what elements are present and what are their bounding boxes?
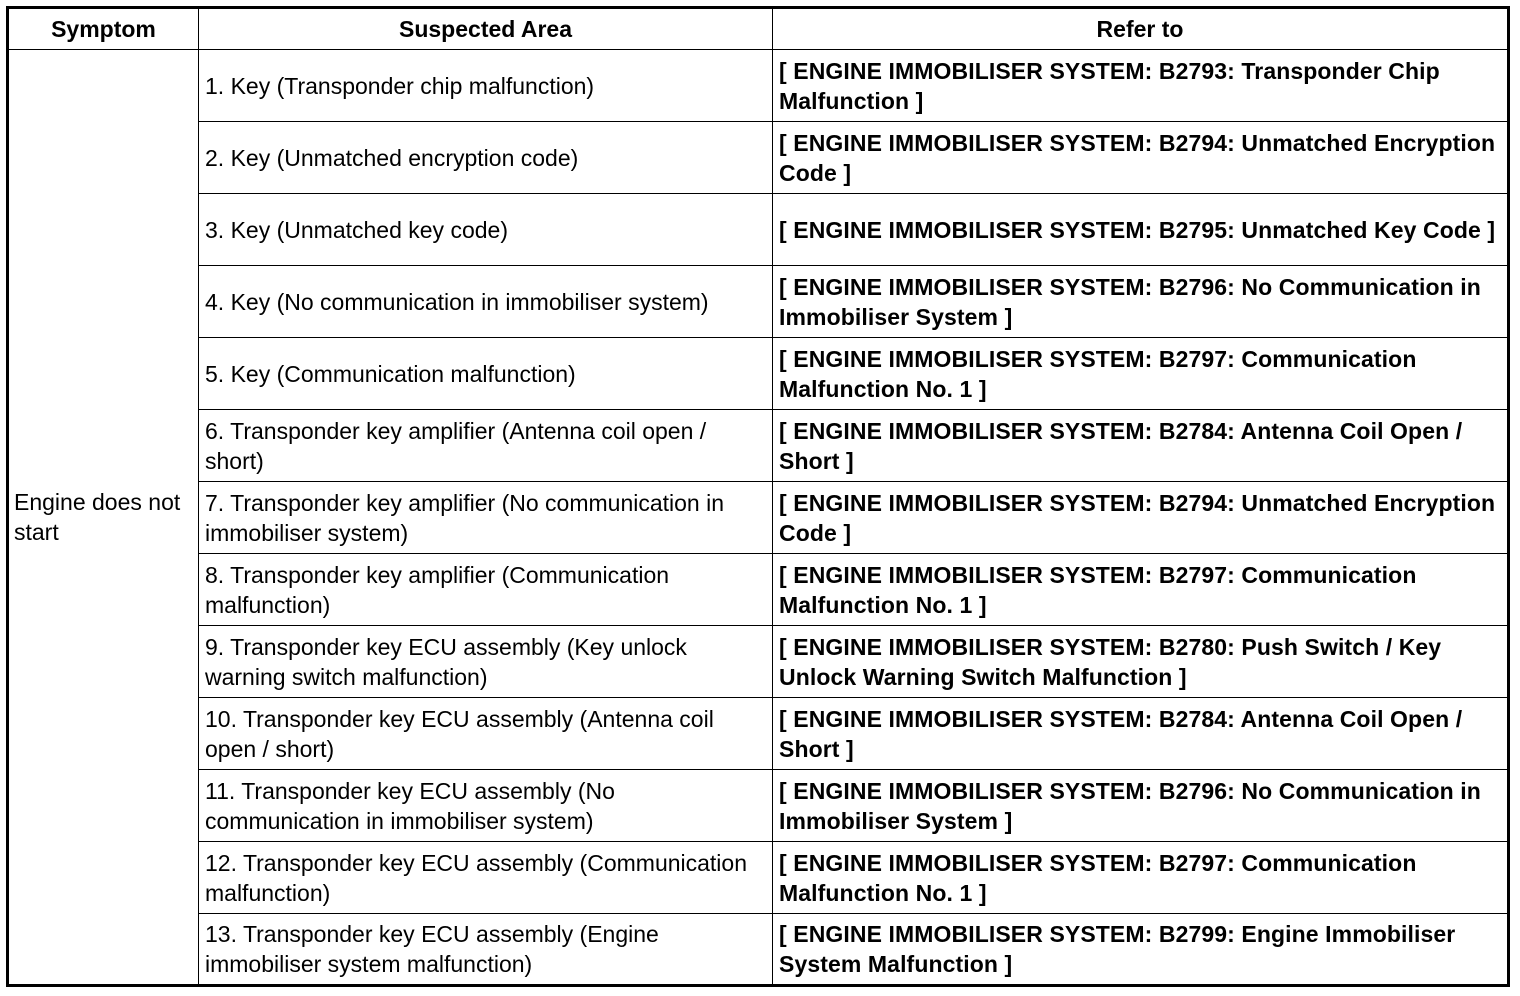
refer-to-link[interactable]: [ ENGINE IMMOBILISER SYSTEM: B2793: Transponder Chip Malfunction ] bbox=[773, 50, 1509, 122]
suspected-area-cell: 8. Transponder key amplifier (Communication malfunction) bbox=[199, 554, 773, 626]
suspected-area-cell: 7. Transponder key amplifier (No communication in immobiliser system) bbox=[199, 482, 773, 554]
table-row bbox=[8, 554, 1509, 626]
refer-to-link[interactable]: [ ENGINE IMMOBILISER SYSTEM: B2794: Unmatched Encryption Code ] bbox=[773, 482, 1509, 554]
suspected-area-cell: 2. Key (Unmatched encryption code) bbox=[199, 122, 773, 194]
refer-to-link[interactable]: [ ENGINE IMMOBILISER SYSTEM: B2797: Communication Malfunction No. 1 ] bbox=[773, 842, 1509, 914]
table-row bbox=[8, 698, 1509, 770]
refer-to-link[interactable]: [ ENGINE IMMOBILISER SYSTEM: B2784: Antenna Coil Open / Short ] bbox=[773, 698, 1509, 770]
suspected-area-cell: 3. Key (Unmatched key code) bbox=[199, 194, 773, 266]
table-body bbox=[8, 50, 1509, 986]
table-row bbox=[8, 50, 1509, 122]
refer-to-link[interactable]: [ ENGINE IMMOBILISER SYSTEM: B2795: Unmatched Key Code ] bbox=[773, 194, 1509, 266]
suspected-area-cell: 6. Transponder key amplifier (Antenna coil open / short) bbox=[199, 410, 773, 482]
header-symptom: Symptom bbox=[8, 8, 199, 50]
suspected-area-cell: 4. Key (No communication in immobiliser system) bbox=[199, 266, 773, 338]
refer-to-link[interactable]: [ ENGINE IMMOBILISER SYSTEM: B2784: Antenna Coil Open / Short ] bbox=[773, 410, 1509, 482]
table-row bbox=[8, 842, 1509, 914]
table-row bbox=[8, 482, 1509, 554]
header-row bbox=[8, 8, 1509, 50]
suspected-area-cell: 10. Transponder key ECU assembly (Antenna coil open / short) bbox=[199, 698, 773, 770]
table-row bbox=[8, 914, 1509, 986]
suspected-area-cell: 11. Transponder key ECU assembly (No communication in immobiliser system) bbox=[199, 770, 773, 842]
table-row bbox=[8, 770, 1509, 842]
suspected-area-cell: 5. Key (Communication malfunction) bbox=[199, 338, 773, 410]
symptom-cell: Engine does not start bbox=[8, 50, 199, 986]
symptom-table bbox=[6, 6, 1510, 987]
refer-to-link[interactable]: [ ENGINE IMMOBILISER SYSTEM: B2794: Unmatched Encryption Code ] bbox=[773, 122, 1509, 194]
table-row bbox=[8, 338, 1509, 410]
suspected-area-cell: 1. Key (Transponder chip malfunction) bbox=[199, 50, 773, 122]
table-row bbox=[8, 266, 1509, 338]
suspected-area-cell: 13. Transponder key ECU assembly (Engine immobiliser system malfunction) bbox=[199, 914, 773, 986]
table-row bbox=[8, 194, 1509, 266]
suspected-area-cell: 12. Transponder key ECU assembly (Communication malfunction) bbox=[199, 842, 773, 914]
table-header bbox=[8, 8, 1509, 50]
symptom-table-container bbox=[6, 6, 1510, 987]
refer-to-link[interactable]: [ ENGINE IMMOBILISER SYSTEM: B2796: No Communication in Immobiliser System ] bbox=[773, 770, 1509, 842]
table-row bbox=[8, 626, 1509, 698]
suspected-area-cell: 9. Transponder key ECU assembly (Key unlock warning switch malfunction) bbox=[199, 626, 773, 698]
header-suspected-area: Suspected Area bbox=[199, 8, 773, 50]
refer-to-link[interactable]: [ ENGINE IMMOBILISER SYSTEM: B2797: Communication Malfunction No. 1 ] bbox=[773, 554, 1509, 626]
refer-to-link[interactable]: [ ENGINE IMMOBILISER SYSTEM: B2799: Engine Immobiliser System Malfunction ] bbox=[773, 914, 1509, 986]
table-row bbox=[8, 122, 1509, 194]
refer-to-link[interactable]: [ ENGINE IMMOBILISER SYSTEM: B2780: Push Switch / Key Unlock Warning Switch Malfunction ] bbox=[773, 626, 1509, 698]
refer-to-link[interactable]: [ ENGINE IMMOBILISER SYSTEM: B2797: Communication Malfunction No. 1 ] bbox=[773, 338, 1509, 410]
refer-to-link[interactable]: [ ENGINE IMMOBILISER SYSTEM: B2796: No Communication in Immobiliser System ] bbox=[773, 266, 1509, 338]
header-refer-to: Refer to bbox=[773, 8, 1509, 50]
table-row bbox=[8, 410, 1509, 482]
